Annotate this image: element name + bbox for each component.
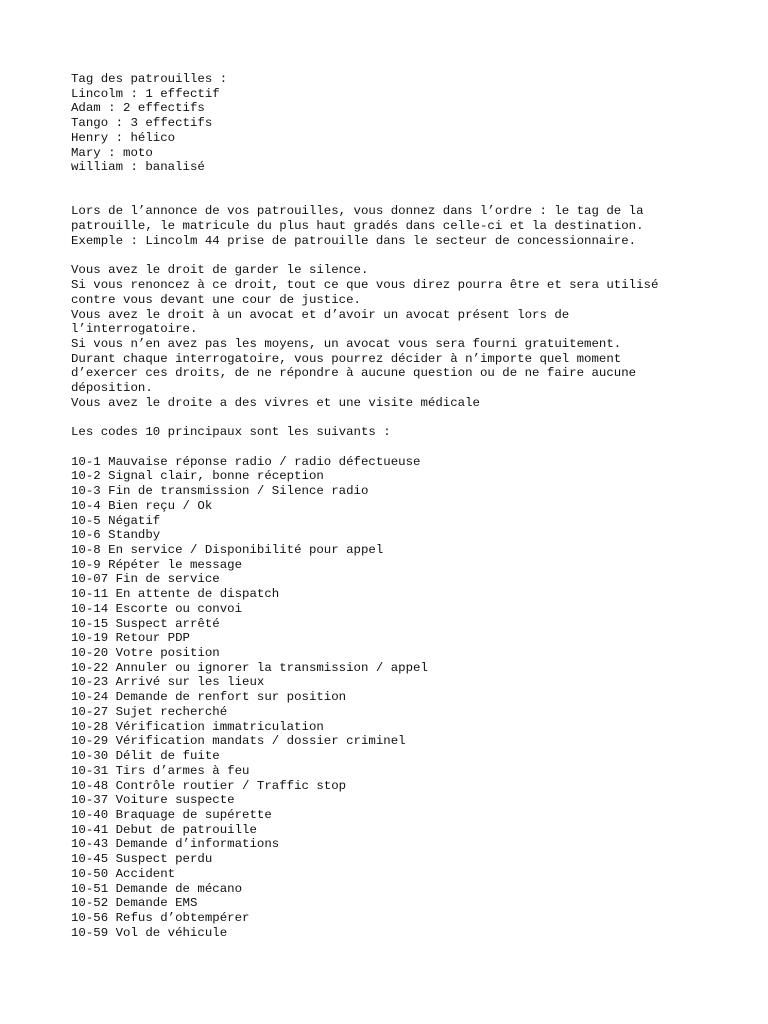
patrol-tag-item: Mary : moto [71,145,153,160]
code-item: 10-6 Standby [71,528,161,543]
code-item: 10-31 Tirs d’armes à feu [71,763,250,778]
paragraph-line: Si vous renoncez à ce droit, tout ce que vous direz pourra être et sera utilisé [71,278,659,293]
paragraph-line: Durant chaque interrogatoire, vous pourrez décider à n’importe quel moment [71,351,622,366]
code-item: 10-41 Debut de patrouille [71,822,257,837]
paragraph-line: contre vous devant une cour de justice. [71,292,361,307]
code-item: 10-11 En attente de dispatch [71,587,280,602]
codes-heading: Les codes 10 principaux sont les suivants : [71,425,391,440]
codes-list [71,455,751,941]
patrol-tag-item: Lincolm : 1 effectif [71,86,220,101]
code-item: 10-07 Fin de service [71,572,220,587]
patrol-tag-item: Tango : 3 effectifs [71,116,213,131]
patrol-tags-heading: Tag des patrouilles : [71,72,228,86]
code-item: 10-28 Vérification immatriculation [71,719,324,734]
paragraph-line: Vous avez le droite a des vivres et une visite médicale [71,395,480,410]
paragraph-line: Exemple : Lincolm 44 prise de patrouille dans le secteur de concessionnaire. [71,233,637,248]
code-item: 10-27 Sujet recherché [71,704,228,719]
paragraph-line: Lors de l’annonce de vos patrouilles, vous donnez dans l’ordre : le tag de la [71,204,644,219]
rights-paragraph [71,263,751,410]
spacer [71,175,751,190]
code-item: 10-4 Bien reçu / Ok [71,498,213,513]
code-item: 10-9 Répéter le message [71,557,243,572]
patrol-tags-section [71,72,751,175]
patrol-tag-item: Henry : hélico [71,130,176,145]
code-item: 10-56 Refus d’obtempérer [71,910,250,925]
code-item: 10-22 Annuler ou ignorer la transmission / appel [71,660,428,675]
paragraph-line: déposition. [71,381,153,396]
code-item: 10-40 Braquage de supérette [71,807,272,822]
code-item: 10-19 Retour PDP [71,631,190,646]
code-item: 10-29 Vérification mandats / dossier criminel [71,734,406,749]
code-item: 10-8 En service / Disponibilité pour appel [71,543,384,557]
code-item: 10-3 Fin de transmission / Silence radio [71,484,369,499]
code-item: 10-14 Escorte ou convoi [71,601,243,616]
patrol-tag-item: william : banalisé [71,160,205,175]
code-item: 10-43 Demande d’informations [71,837,280,852]
spacer [71,249,751,264]
paragraph-line: patrouille, le matricule du plus haut gradés dans celle-ci et la destination. [71,219,644,234]
paragraph-line: l’interrogatoire. [71,322,198,337]
paragraph-line: d’exercer ces droits, de ne répondre à aucune question ou de ne faire aucune [71,366,637,381]
code-item: 10-51 Demande de mécano [71,881,243,896]
code-item: 10-37 Voiture suspecte [71,793,235,808]
code-item: 10-20 Votre position [71,646,220,661]
announcement-paragraph [71,204,751,248]
paragraph-line: Vous avez le droit à un avocat et d’avoir un avocat présent lors de [71,307,570,322]
code-item: 10-52 Demande EMS [71,896,198,911]
code-item: 10-2 Signal clair, bonne réception [71,469,324,484]
code-item: 10-48 Contrôle routier / Traffic stop [71,778,347,793]
code-item: 10-5 Négatif [71,513,161,528]
spacer [71,411,751,426]
code-item: 10-30 Délit de fuite [71,749,220,764]
spacer [71,190,751,205]
patrol-tag-item: Adam : 2 effectifs [71,101,205,116]
code-item: 10-1 Mauvaise réponse radio / radio défectueuse [71,454,421,469]
code-item: 10-45 Suspect perdu [71,852,213,867]
spacer [71,440,751,455]
paragraph-line: Vous avez le droit de garder le silence. [71,263,369,278]
document-page [71,72,751,940]
code-item: 10-23 Arrivé sur les lieux [71,675,265,690]
code-item: 10-15 Suspect arrêté [71,616,220,631]
paragraph-line: Si vous n’en avez pas les moyens, un avocat vous sera fourni gratuitement. [71,336,622,351]
code-item: 10-59 Vol de véhicule [71,925,228,940]
code-item: 10-24 Demande de renfort sur position [71,690,347,705]
code-item: 10-50 Accident [71,866,176,881]
